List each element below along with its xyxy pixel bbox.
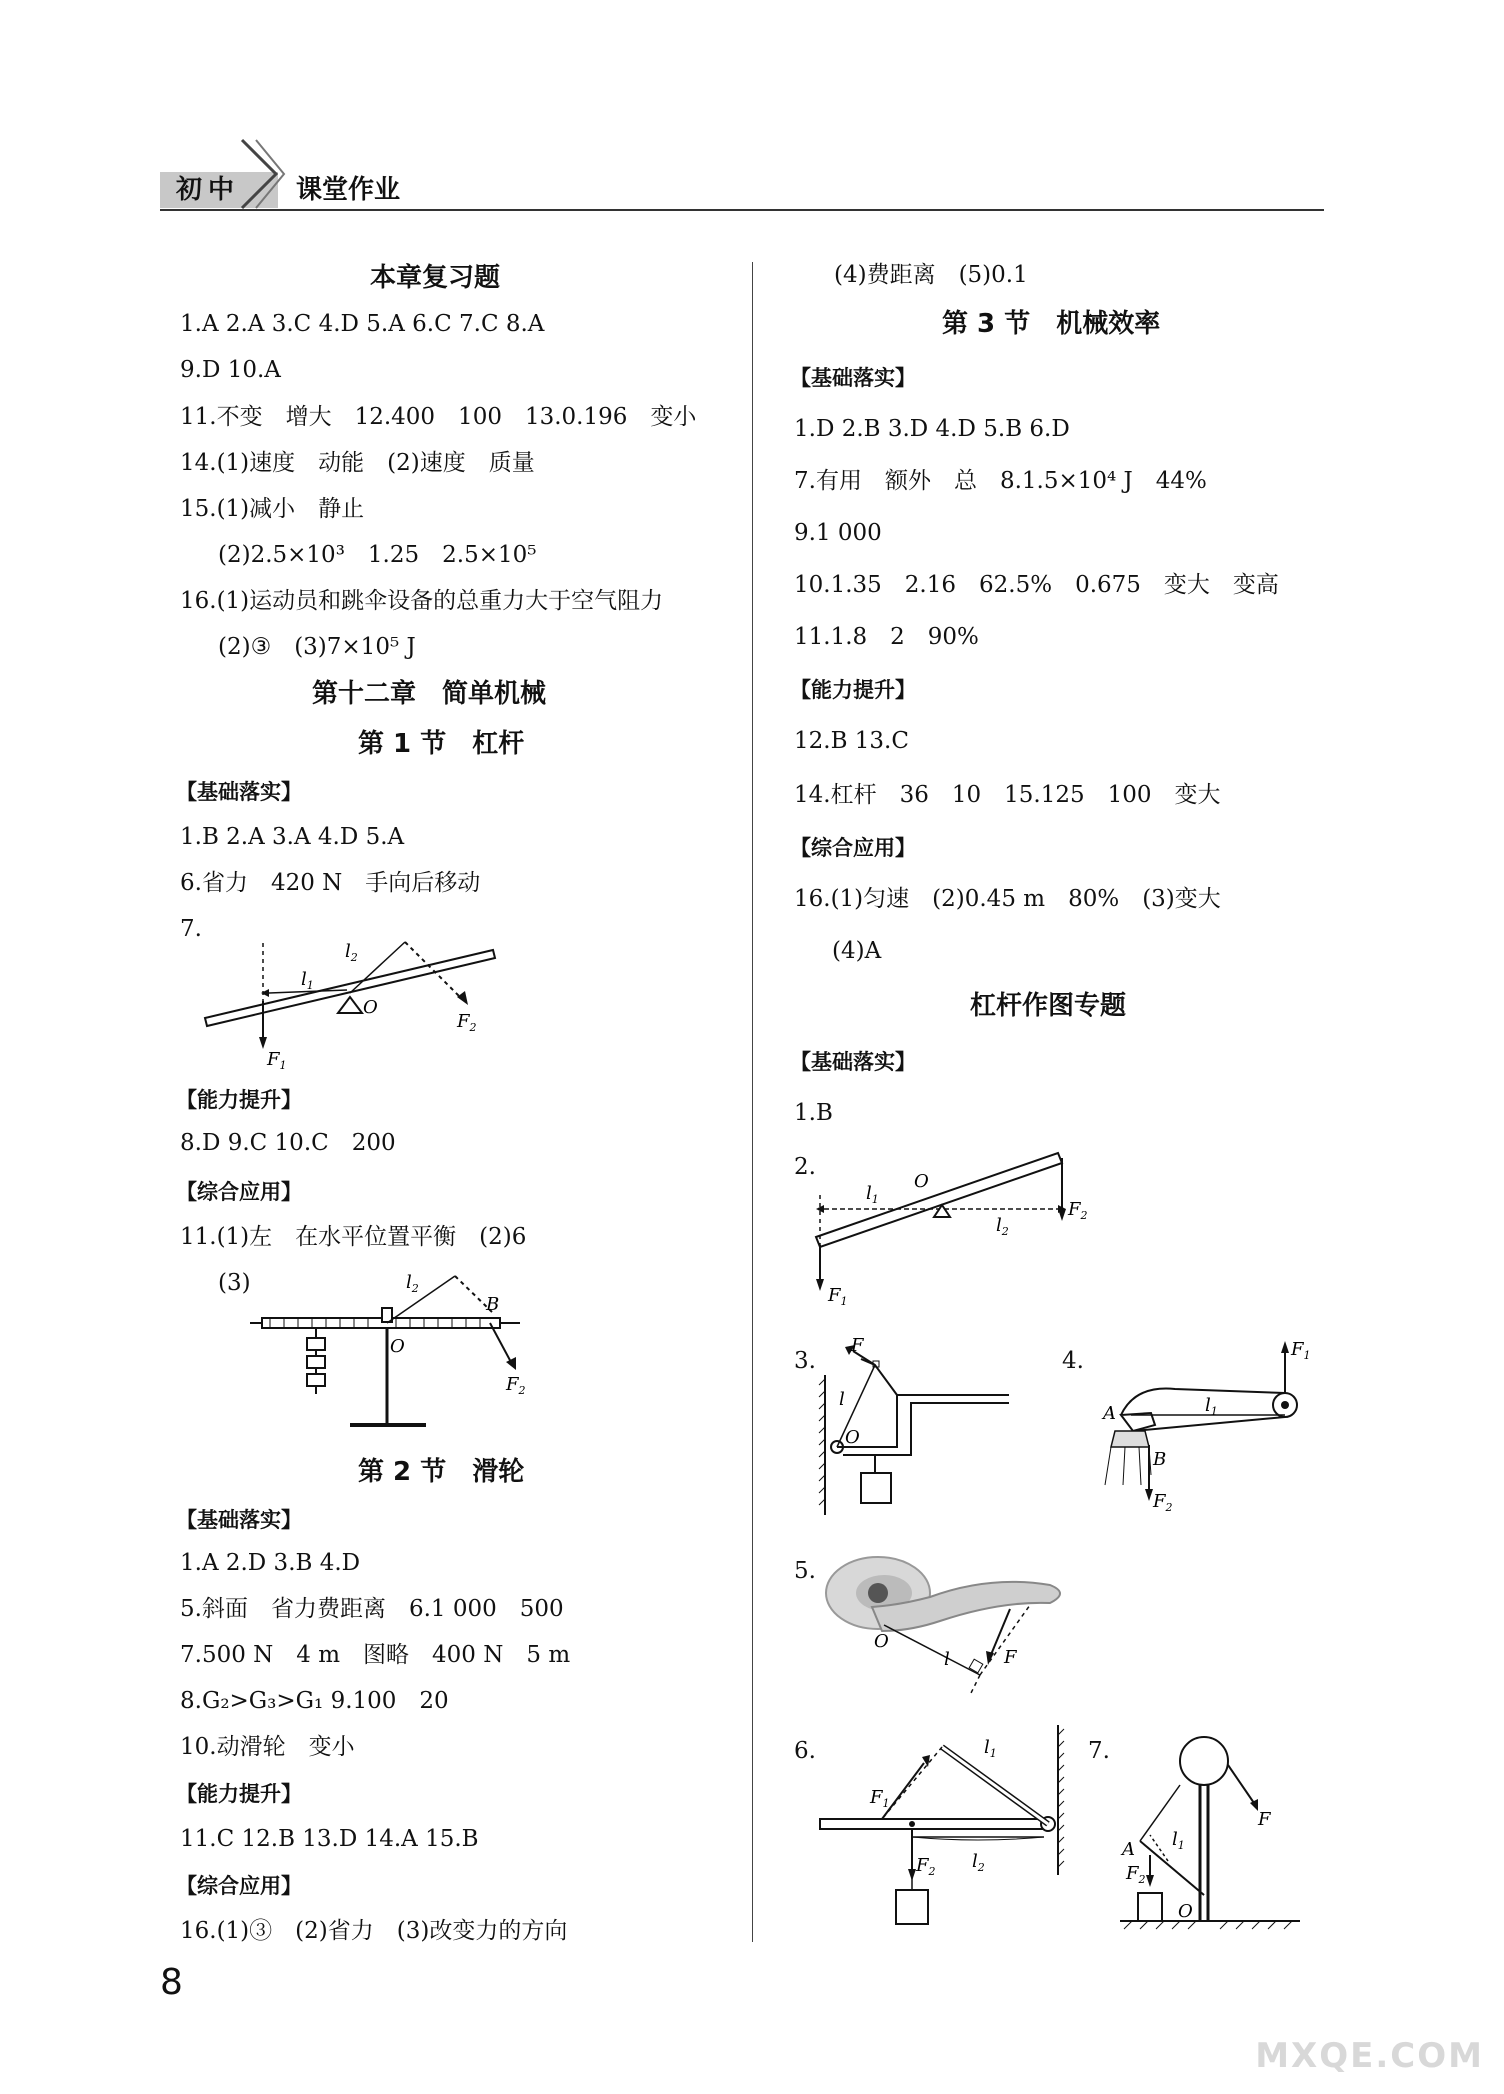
answer-line: 9.1 000	[794, 520, 882, 546]
header-title: 课堂作业	[296, 175, 401, 205]
section-tag: 【综合应用】	[176, 1874, 302, 1898]
question-number: 5.	[794, 1558, 816, 1584]
answer-line: 10.动滑轮 变小	[180, 1734, 355, 1760]
label-F2: $F_2$	[1068, 1199, 1088, 1222]
lever-balance-diagram-q11	[250, 1260, 530, 1440]
question-number: 2.	[794, 1154, 816, 1180]
lever-diagram-r6	[812, 1725, 1072, 1955]
watermark: MXQE.COM	[1255, 2036, 1484, 2076]
label-F: F	[851, 1335, 864, 1356]
header-rule	[160, 209, 1324, 211]
section-2-title: 第 2 节 滑轮	[358, 1457, 525, 1487]
label-l1: $l_1$	[1205, 1395, 1218, 1418]
answer-line: 8.D 9.C 10.C 200	[180, 1130, 396, 1156]
label-l: l	[839, 1389, 845, 1410]
label-O: O	[363, 997, 378, 1018]
answer-line: 16.(1)③ (2)省力 (3)改变力的方向	[180, 1918, 568, 1944]
label-l2: $l_2$	[996, 1215, 1009, 1238]
label-F1: $F_1$	[1291, 1339, 1311, 1362]
label-F2: $F_2$	[506, 1374, 526, 1397]
answer-line: 11.(1)左 在水平位置平衡 (2)6	[180, 1224, 527, 1250]
label-l2: $l_2$	[972, 1851, 985, 1874]
label-O: O	[390, 1336, 405, 1357]
answer-line: 1.A 2.A 3.C 4.D 5.A 6.C 7.C 8.A	[180, 311, 545, 337]
section-tag: 【基础落实】	[176, 780, 302, 804]
label-F2: $F_2$	[1153, 1491, 1173, 1514]
page-number: 8	[160, 1962, 183, 2003]
column-divider	[752, 262, 753, 1942]
answer-line: 16.(1)匀速 (2)0.45 m 80% (3)变大	[794, 886, 1221, 912]
answer-line: 10.1.35 2.16 62.5% 0.675 变大 变高	[794, 572, 1279, 598]
label-l1: $l_1$	[866, 1183, 879, 1206]
lever-diagram-r2	[800, 1145, 1120, 1315]
label-F: F	[1258, 1809, 1271, 1830]
label-O: O	[914, 1171, 929, 1192]
label-l2: $l_2$	[345, 941, 358, 964]
label-F1: $F_1$	[870, 1787, 890, 1810]
section-3-title: 第 3 节 机械效率	[942, 309, 1161, 339]
question-number: 6.	[794, 1738, 816, 1764]
section-tag: 【能力提升】	[176, 1782, 302, 1806]
label-l1: $l_1$	[1172, 1829, 1185, 1852]
question-number: 7.	[1088, 1738, 1110, 1764]
label-A: A	[1103, 1403, 1116, 1424]
answer-line: 14.(1)速度 动能 (2)速度 质量	[180, 450, 535, 476]
section-tag: 【基础落实】	[790, 366, 916, 390]
label-O: O	[874, 1631, 889, 1652]
answer-line: (2)2.5×10³ 1.25 2.5×10⁵	[218, 542, 537, 568]
answer-line: 14.杠杆 36 10 15.125 100 变大	[794, 782, 1221, 808]
label-B: B	[486, 1294, 500, 1315]
section-tag: 【基础落实】	[176, 1508, 302, 1532]
answer-line: 11.C 12.B 13.D 14.A 15.B	[180, 1826, 479, 1852]
section-tag: 【综合应用】	[790, 836, 916, 860]
answer-line: 11.1.8 2 90%	[794, 624, 979, 650]
answer-line: (2)③ (3)7×10⁵ J	[218, 634, 416, 660]
label-F1: $F_1$	[828, 1285, 848, 1308]
label-l1: $l_1$	[301, 969, 314, 992]
label-l: l	[944, 1649, 950, 1670]
label-F2: $F_2$	[457, 1011, 477, 1034]
answer-line: 1.B	[794, 1100, 833, 1126]
answer-line: 7.	[180, 916, 202, 942]
label-l1: $l_1$	[984, 1737, 997, 1760]
answer-line: 1.B 2.A 3.A 4.D 5.A	[180, 824, 405, 850]
answer-line: 16.(1)运动员和跳伞设备的总重力大于空气阻力	[180, 588, 664, 614]
section-tag: 【基础落实】	[790, 1050, 916, 1074]
answer-line: (3)	[218, 1270, 251, 1296]
label-F2: $F_2$	[916, 1855, 936, 1878]
chevron-icon	[236, 138, 286, 210]
label-F1: $F_1$	[267, 1049, 287, 1072]
answer-line: 7.500 N 4 m 图略 400 N 5 m	[180, 1642, 571, 1668]
chapter-title: 第十二章 简单机械	[312, 679, 547, 709]
answer-line: 1.A 2.D 3.B 4.D	[180, 1550, 361, 1576]
answer-line: 1.D 2.B 3.D 4.D 5.B 6.D	[794, 416, 1070, 442]
answer-line: 9.D 10.A	[180, 357, 281, 383]
review-title: 本章复习题	[370, 263, 501, 293]
answer-line: 8.G₂>G₃>G₁ 9.100 20	[180, 1688, 449, 1714]
label-B: B	[1153, 1449, 1167, 1470]
lever-drawing-title: 杠杆作图专题	[970, 991, 1127, 1021]
label-F: F	[1004, 1647, 1017, 1668]
answer-line: 7.有用 额外 总 8.1.5×10⁴ J 44%	[794, 468, 1207, 494]
label-A: A	[1122, 1839, 1135, 1860]
lever-diagram-r4	[1085, 1335, 1315, 1515]
question-number: 4.	[1062, 1348, 1084, 1374]
question-number: 3.	[794, 1348, 816, 1374]
label-l2: $l_2$	[406, 1272, 419, 1295]
answer-line: 11.不变 增大 12.400 100 13.0.196 变小	[180, 404, 697, 430]
section-tag: 【综合应用】	[176, 1180, 302, 1204]
answer-line: (4)A	[832, 938, 882, 964]
door-handle-diagram-r5	[820, 1545, 1080, 1695]
label-F2: $F_2$	[1126, 1863, 1146, 1886]
section-tag: 【能力提升】	[790, 678, 916, 702]
label-O: O	[1178, 1901, 1193, 1922]
answer-line: 12.B 13.C	[794, 728, 909, 754]
header-label: 初中	[176, 175, 241, 205]
answer-line: 15.(1)减小 静止	[180, 496, 365, 522]
section-1-title: 第 1 节 杠杆	[358, 729, 525, 759]
section-tag: 【能力提升】	[176, 1088, 302, 1112]
lever-diagram-r7	[1110, 1725, 1330, 1955]
answer-line: 5.斜面 省力费距离 6.1 000 500	[180, 1596, 564, 1622]
answer-line: 6.省力 420 N 手向后移动	[180, 870, 481, 896]
lever-diagram-r3	[815, 1335, 1015, 1515]
label-O: O	[845, 1427, 860, 1448]
answer-line: (4)费距离 (5)0.1	[834, 262, 1028, 288]
lever-diagram-q7	[195, 915, 515, 1075]
